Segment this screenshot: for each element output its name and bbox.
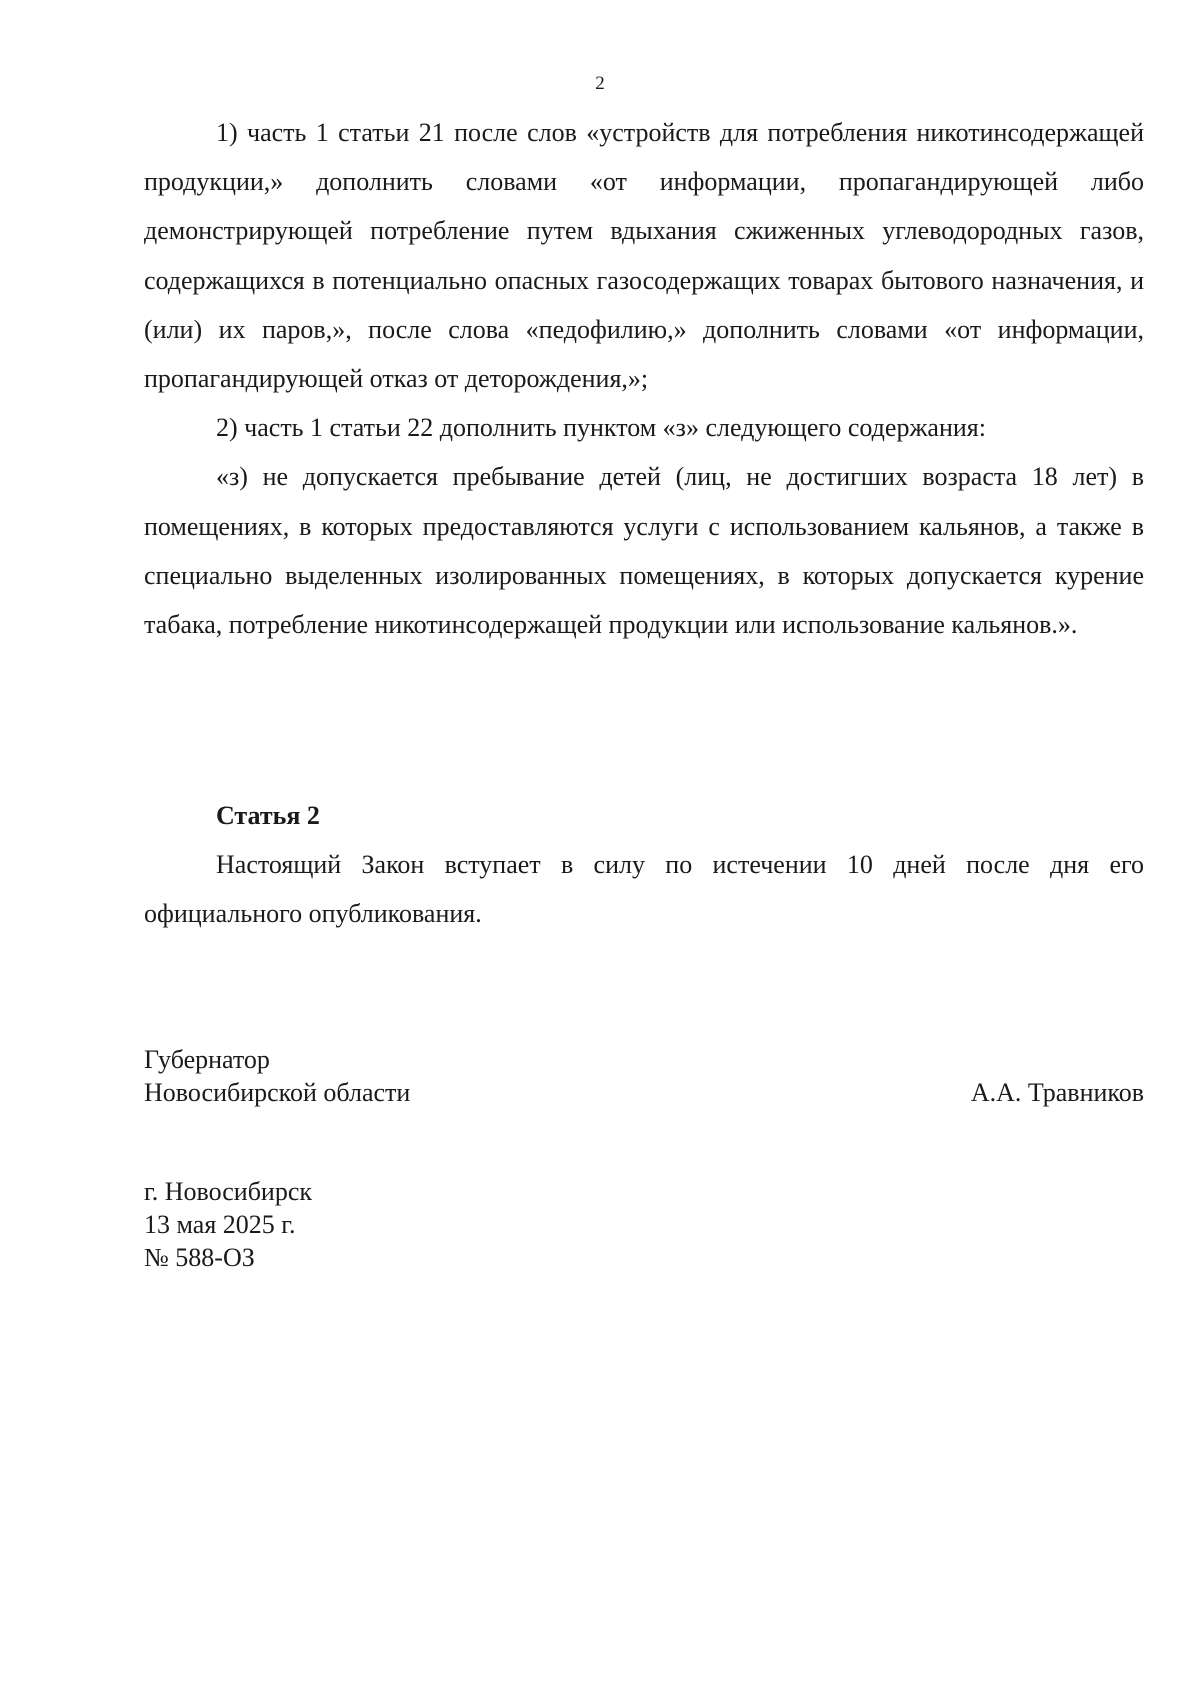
amendments-section [144,108,1144,649]
page-number: 2 [595,73,605,94]
article-2-text: Настоящий Закон вступает в силу по истечении 10 дней после дня его официального опубликования. [144,850,1144,929]
law-number: № 588-ОЗ [144,1243,255,1272]
paragraph-item-2: 2) часть 1 статьи 22 дополнить пунктом «з» следующего содержания: [216,413,986,443]
paragraph-item-3-quote: «з) не допускается пребывание детей (лиц, не достигших возраста 18 лет) в помещениях, в которых предоставляются услуги с использованием кальянов, а также в специально выделенных изолированных помещениях, в которых допускается курение табака, потребление никотинсодержащей продукции или использование кальянов.». [144,462,1144,640]
article-2-heading: Статья 2 [216,801,320,830]
signatory-name: А.А. Травников [970,1078,1144,1107]
place-date-block [144,1175,1144,1274]
paragraph-item-1: 1) часть 1 статьи 21 после слов «устройств для потребления никотинсодержащей продукции,» дополнить словами «от информации, пропагандирующей либо демонстрирующей потребление путем вдыхания сжиженных углеводородных газов, содержащихся в потенциально опасных газосодержащих товарах бытового назначения, и (или) их паров,», после слова «педофилию,» дополнить словами «от информации, пропагандирующей отказ от деторождения,»; [144,118,1144,394]
article-2-section [144,840,1144,938]
signature-row [144,1076,1144,1109]
signature-block [144,1043,1144,1109]
city: г. Новосибирск [144,1177,313,1206]
signatory-region: Новосибирской области [144,1078,411,1107]
signatory-title: Губернатор [144,1045,270,1074]
date: 13 мая 2025 г. [144,1210,296,1239]
